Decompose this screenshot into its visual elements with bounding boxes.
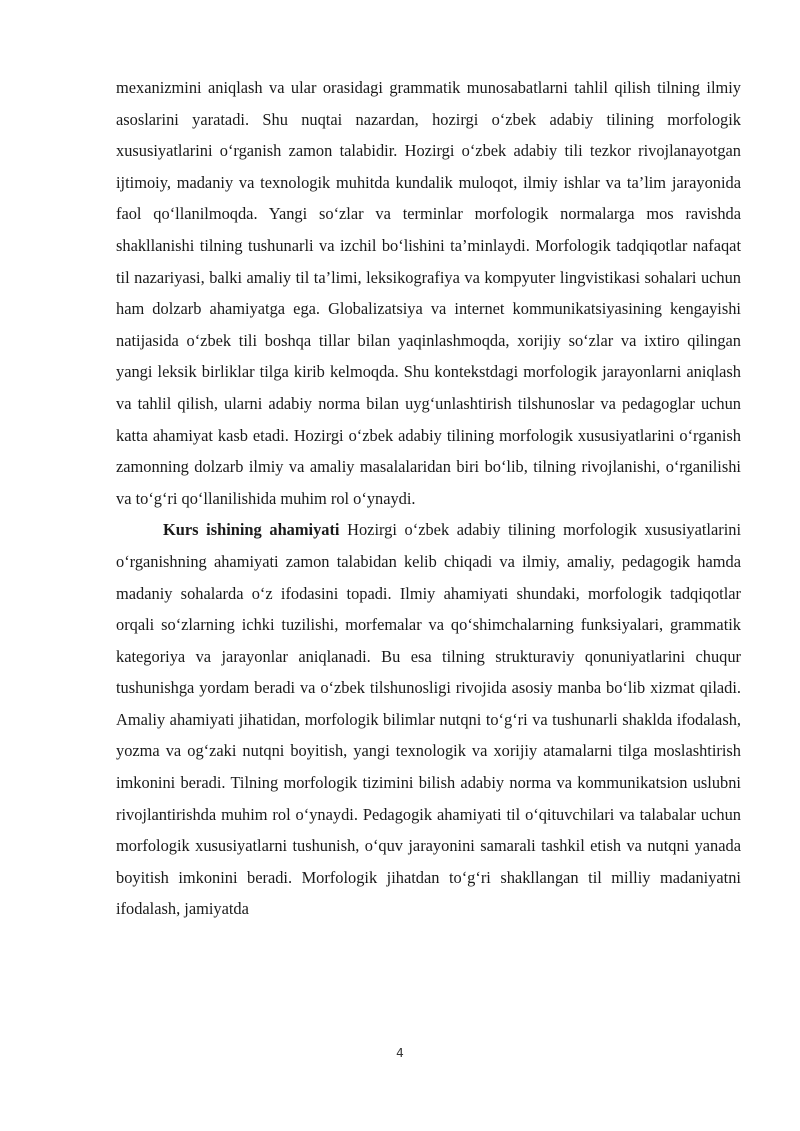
paragraph-lead-heading: Kurs ishining ahamiyati bbox=[163, 520, 340, 540]
paragraph-significance bbox=[116, 514, 741, 925]
page-number: 4 bbox=[396, 1046, 404, 1060]
body-text bbox=[116, 72, 741, 925]
paragraph-continued: mexanizmini aniqlash va ular orasidagi grammatik munosabatlarni tahlil qilish tilning ilmiy asoslarini yaratadi. Shu nuqtai nazardan, hozirgi o‘zbek adabiy tilining morfologik xususiyatlarini o‘rganish zamon talabidir. Hozirgi o‘zbek adabiy tili tezkor rivojlanayotgan ijtimoiy, madaniy va texnologik muhitda kundalik muloqot, ilmiy ishlar va ta’lim jarayonida faol qo‘llanilmoqda. Yangi so‘zlar va terminlar morfologik normalarga mos ravishda shakllanishi tilning tushunarli va izchil bo‘lishini ta’minlaydi. Morfologik tadqiqotlar nafaqat til nazariyasi, balki amaliy til ta’limi, leksikografiya va kompyuter lingvistikasi sohalari uchun ham dolzarb ahamiyatga ega. Globalizatsiya va internet kommunikatsiyasining kengayishi natijasida o‘zbek tili boshqa tillar bilan yaqinlashmoqda, xorijiy so‘zlar va ixtiro qilingan yangi leksik birliklar tilga kirib kelmoqda. Shu kontekstdagi morfologik jarayonlarni aniqlash va tahlil qilish, ularni adabiy norma bilan uyg‘unlashtirish tilshunoslar va pedagoglar uchun katta ahamiyat kasb etadi. Hozirgi o‘zbek adabiy tilining morfologik xususiyatlarini o‘rganish zamonning dolzarb ilmiy va amaliy masalalaridan biri bo‘lib, tilning rivojlanishi, o‘rganilishi va to‘g‘ri qo‘llanilishida muhim rol o‘ynaydi. bbox=[116, 78, 741, 508]
paragraph-significance-body: Hozirgi o‘zbek adabiy tilining morfologik xususiyatlarini o‘rganishning ahamiyati zamon talabidan kelib chiqadi va ilmiy, amaliy, pedagogik hamda madaniy sohalarda o‘z ifodasini topadi. Ilmiy ahamiyati shundaki, morfologik tadqiqotlar orqali so‘zlarning ichki tuzilishi, morfemalar va qo‘shimchalarning funksiyalari, grammatik kategoriya va jarayonlar aniqlanadi. Bu esa tilning strukturaviy qonuniyatlarini chuqur tushunishga yordam beradi va o‘zbek tilshunosligi rivojida asosiy manba bo‘lib xizmat qiladi. Amaliy ahamiyati jihatidan, morfologik bilimlar nutqni to‘g‘ri va tushunarli shaklda ifodalash, yozma va og‘zaki nutqni boyitish, yangi texnologik va xorijiy atamalarni tilga moslashtirish imkonini beradi. Tilning morfologik tizimini bilish adabiy norma va kommunikatsion uslubni rivojlantirishda muhim rol o‘ynaydi. Pedagogik ahamiyati til o‘qituvchilari va talabalar uchun morfologik xususiyatlarni tushunish, o‘quv jarayonini samarali tashkil etish va nutqni yanada boyitish imkonini beradi. Morfologik jihatdan to‘g‘ri shakllangan til milliy madaniyatni ifodalash, jamiyatda bbox=[116, 520, 741, 919]
